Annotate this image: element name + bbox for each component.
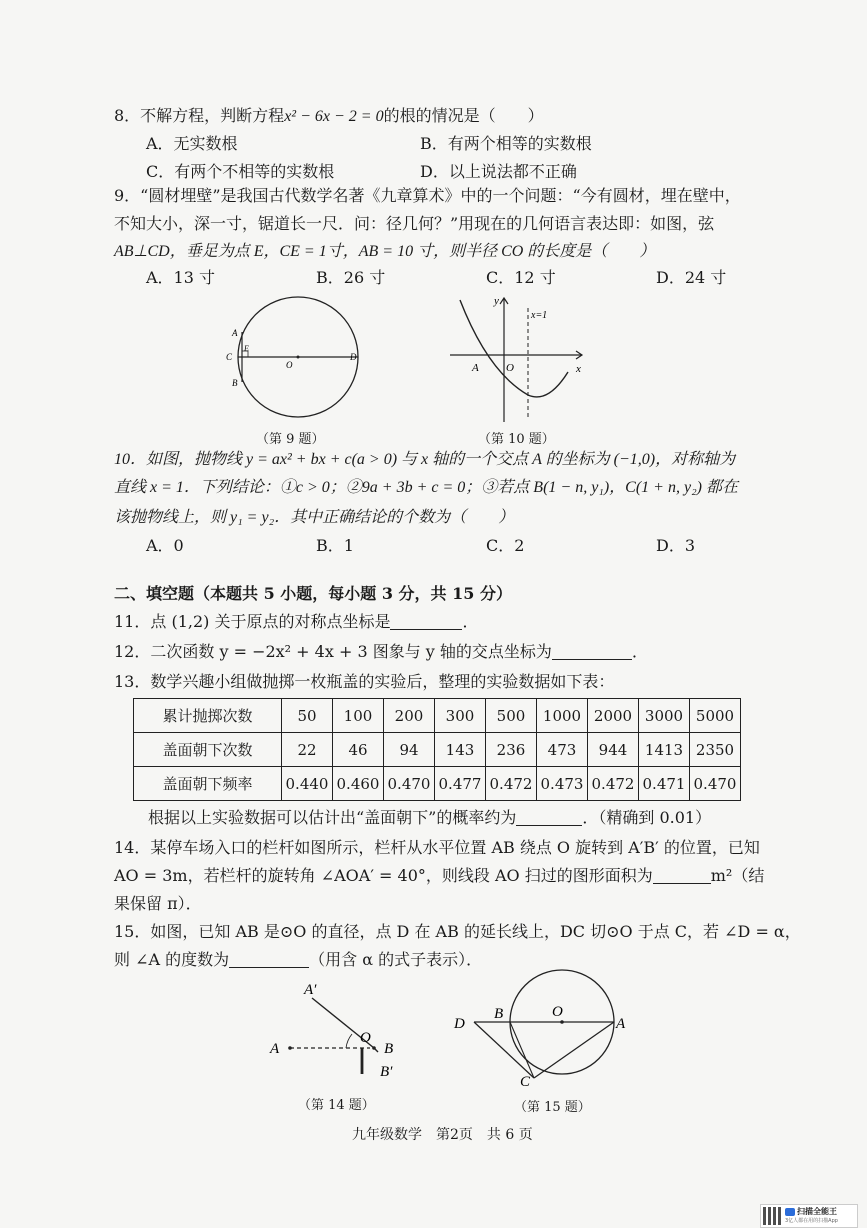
table-row-header: 盖面朝下频率 (134, 767, 282, 801)
fig15-chord-cb (510, 1022, 534, 1078)
fig14-label-o: O (360, 1030, 371, 1046)
q9-option-b: B．26 寸 (316, 268, 386, 287)
q14-unit: m²（结 (710, 866, 765, 885)
experiment-data-table (133, 698, 741, 801)
fig10-label-o: O (506, 362, 514, 374)
stamp-title: 扫描全能王 (797, 1207, 837, 1216)
table-cell: 236 (486, 733, 537, 767)
fig9-label-d: D (350, 352, 357, 362)
fig9-label-b: B (232, 378, 238, 388)
q12-stem (114, 642, 648, 662)
figure-9-circle-diagram (220, 296, 370, 426)
q13-after-text: 根据以上实验数据可以估计出“盖面朝下”的概率约为 (148, 808, 517, 827)
q8-stem (114, 106, 544, 127)
q8-option-a: A．无实数根 (146, 134, 238, 153)
table-cell: 0.470 (690, 767, 741, 801)
table-cell: 50 (282, 699, 333, 733)
table-cell: 300 (435, 699, 486, 733)
q15-answer-blank[interactable] (229, 951, 309, 968)
table-cell: 100 (333, 699, 384, 733)
table-cell: 22 (282, 733, 333, 767)
fig10-label-a: A (472, 362, 479, 374)
table-cell: 46 (333, 733, 384, 767)
q9-option-d: D．24 寸 (656, 268, 727, 287)
fig9-caption: （第 9 题） (256, 432, 325, 447)
fig10-label-x-eq-1: x=1 (531, 310, 548, 321)
q14-answer-blank[interactable] (653, 867, 711, 884)
table-row-down-frequency (134, 767, 741, 801)
q15-text: 则 ∠A 的度数为 (114, 950, 230, 969)
fig10-parabola (460, 300, 568, 397)
table-cell: 2000 (588, 699, 639, 733)
q10-option-c: C．2 (486, 536, 525, 555)
fig15-label-d: D (454, 1016, 465, 1032)
q8-stem-a: 8．不解方程，判断方程 (114, 106, 285, 125)
q11-end: ． (462, 612, 479, 631)
figure-15-tangent-diagram (448, 964, 638, 1094)
fig9-label-e: E (244, 344, 249, 353)
table-cell: 0.477 (435, 767, 486, 801)
q8-option-d: D．以上说法都不正确 (420, 162, 577, 181)
fig14-rotation-arc (346, 1034, 352, 1048)
fig14-point-a (288, 1046, 292, 1050)
fig14-label-a-prime: A′ (304, 982, 317, 998)
fig14-point-b (372, 1046, 376, 1050)
fig15-chord-ca (534, 1022, 614, 1078)
fig9-center-dot (297, 356, 300, 359)
q10-line-1: 10．如图，抛物线 y = ax² + bx + c(a > 0) 与 x 轴的一个交点 A 的坐标为 (−1,0)，对称轴为 (114, 451, 736, 468)
q14-text: AO = 3m，若栏杆的旋转角 ∠AOA′ = 40°，则线段 AO 扫过的图形面积为 (114, 866, 653, 885)
q10-option-b: B．1 (316, 536, 354, 555)
fig14-label-b-prime: B′ (380, 1064, 393, 1080)
table-row-header: 盖面朝下次数 (134, 733, 282, 767)
table-cell: 94 (384, 733, 435, 767)
figure-10-parabola-graph (448, 292, 593, 428)
fig15-label-b: B (494, 1006, 504, 1022)
q8-equation: x² − 6x − 2 = 0 (284, 108, 384, 125)
fig10-caption: （第 10 题） (478, 432, 555, 447)
table-row-header: 累计抛掷次数 (134, 699, 282, 733)
fig9-label-a: A (232, 328, 238, 338)
fig14-label-b: B (384, 1041, 394, 1057)
q9-line-2: 不知大小，深一寸，锯道长一尺．问：径几何？”用现在的几何语言表达即：如图，弦 (114, 214, 715, 233)
q10-line-3: 该抛物线上，则 y₁ = y₂．其中正确结论的个数为（ ） (114, 509, 515, 526)
table-row-throws (134, 699, 741, 733)
fig10-label-x: x (576, 363, 581, 375)
table-cell: 2350 (690, 733, 741, 767)
fig15-label-a: A (616, 1016, 626, 1032)
scanner-app-icon (785, 1208, 795, 1216)
q10-option-d: D．3 (656, 536, 696, 555)
table-cell: 0.472 (486, 767, 537, 801)
fig15-center-dot (560, 1020, 564, 1024)
table-cell: 944 (588, 733, 639, 767)
qr-code-icon (763, 1207, 781, 1225)
q11-text: 11．点 (1,2) 关于原点的对称点坐标是 (114, 612, 391, 631)
table-cell: 0.473 (537, 767, 588, 801)
q12-text: 12．二次函数 y = −2x² + 4x + 3 图象与 y 轴的交点坐标为 (114, 642, 552, 661)
table-row-down-count (134, 733, 741, 767)
figure-14-barrier-diagram (262, 976, 412, 1086)
fig15-caption: （第 15 题） (514, 1100, 591, 1115)
fig14-caption: （第 14 题） (298, 1098, 375, 1113)
q12-end: ． (631, 642, 648, 661)
table-cell: 200 (384, 699, 435, 733)
fig15-tangent-dc (474, 1022, 534, 1078)
q9-option-a: A．13 寸 (146, 268, 216, 287)
fig15-label-c: C (520, 1074, 531, 1090)
q9-line-1: 9．“圆材埋壁”是我国古代数学名著《九章算术》中的一个问题：“今有圆材，埋在壁中， (114, 186, 741, 205)
table-cell: 0.460 (333, 767, 384, 801)
q15-note: （用含 α 的式子表示）． (309, 950, 483, 969)
fig9-label-o: O (286, 360, 293, 370)
q8-stem-b: 的根的情况是（ ） (383, 106, 544, 125)
fig9-label-c: C (226, 352, 233, 362)
q11-answer-blank[interactable] (390, 613, 462, 630)
table-cell: 143 (435, 733, 486, 767)
table-cell: 1000 (537, 699, 588, 733)
fig15-label-o: O (552, 1004, 563, 1020)
table-cell: 5000 (690, 699, 741, 733)
table-cell: 0.470 (384, 767, 435, 801)
scanner-stamp (760, 1204, 858, 1228)
q14-line-2 (114, 866, 764, 886)
table-cell: 1413 (639, 733, 690, 767)
q14-line-1: 14．某停车场入口的栏杆如图所示，栏杆从水平位置 AB 绕点 O 旋转到 A′B′ 的位置，已知 (114, 838, 760, 857)
q10-line-2: 直线 x = 1．下列结论：①c > 0；②9a + 3b + c = 0；③若点 B(1 − n, y₁)，C(1 + n, y₂) 都在 (114, 479, 738, 496)
stamp-subtitle: 3亿人都在用的扫描App (785, 1218, 838, 1224)
table-cell: 3000 (639, 699, 690, 733)
q13-precision-note: ．（精确到 0.01） (582, 808, 712, 827)
q13-after-table (148, 808, 711, 828)
table-cell: 0.472 (588, 767, 639, 801)
q13-line-1: 13．数学兴趣小组做抛掷一枚瓶盖的实验后，整理的实验数据如下表： (114, 672, 615, 691)
table-cell: 0.471 (639, 767, 690, 801)
table-cell: 0.440 (282, 767, 333, 801)
q13-answer-blank[interactable] (516, 809, 582, 826)
section-2-heading: 二、填空题（本题共 5 小题，每小题 3 分，共 15 分） (114, 584, 512, 603)
fig14-label-a: A (270, 1041, 280, 1057)
q11-stem (114, 612, 478, 632)
q15-line-1: 15．如图，已知 AB 是⊙O 的直径，点 D 在 AB 的延长线上，DC 切⊙O 于点 C，若 ∠D = α， (114, 922, 801, 941)
q9-line-3: AB⊥CD，垂足为点 E，CE = 1寸，AB = 10 寸，则半径 CO 的长度是（ ） (114, 243, 656, 260)
q15-line-2 (114, 950, 482, 970)
q8-option-c: C．有两个不相等的实数根 (146, 162, 335, 181)
q8-option-b: B．有两个相等的实数根 (420, 134, 592, 153)
q9-option-c: C．12 寸 (486, 268, 556, 287)
page-footer: 九年级数学 第2页 共 6 页 (352, 1127, 533, 1143)
q14-line-3: 果保留 π）． (114, 894, 202, 913)
table-cell: 500 (486, 699, 537, 733)
fig10-label-y: y (494, 295, 499, 307)
q12-answer-blank[interactable] (552, 643, 632, 660)
table-cell: 473 (537, 733, 588, 767)
q10-option-a: A．0 (146, 536, 184, 555)
